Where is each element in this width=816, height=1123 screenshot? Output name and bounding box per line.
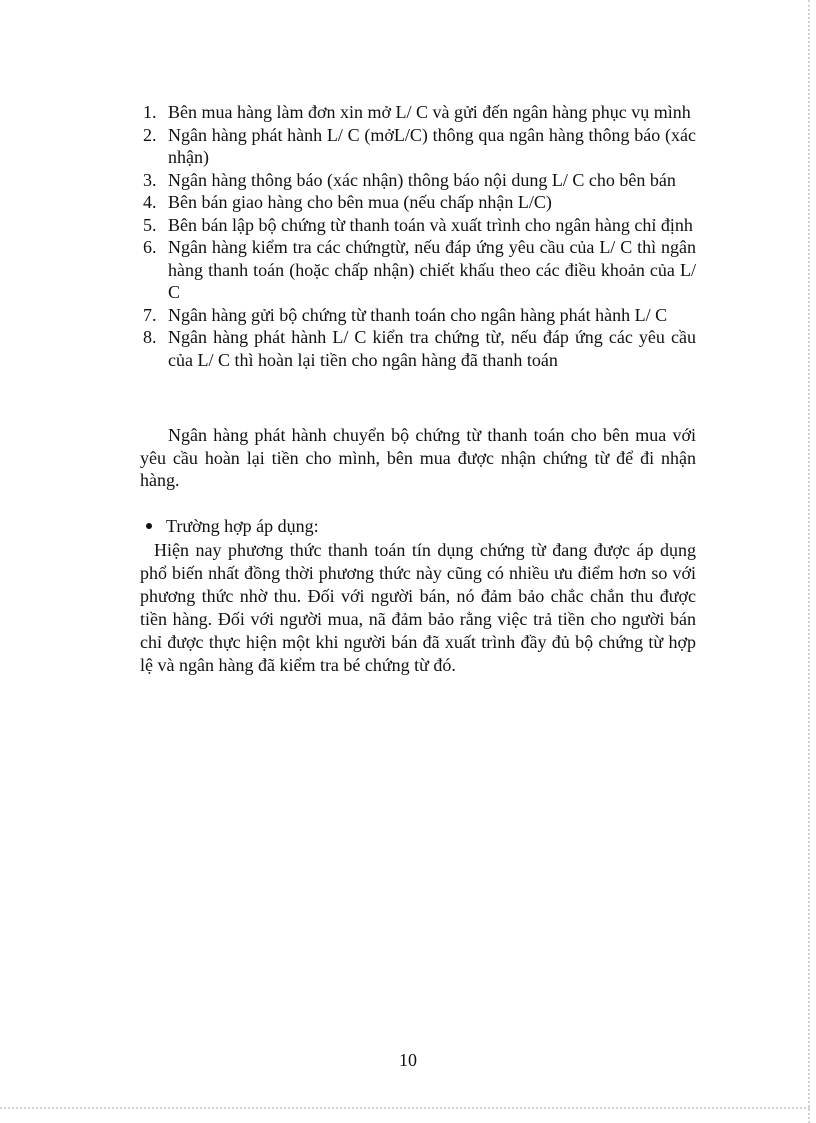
list-item — [140, 191, 696, 214]
page-number: 10 — [399, 1050, 417, 1070]
step-number: 5. — [143, 214, 157, 235]
step-text: Ngân hàng phát hành L/ C (mởL/C) thông qua ngân hàng thông báo (xác nhận) — [168, 124, 696, 167]
list-item — [140, 124, 696, 169]
list-item — [140, 236, 696, 304]
step-text: Bên bán lập bộ chứng từ thanh toán và xuất trình cho ngân hàng chỉ định — [168, 214, 693, 235]
step-number: 2. — [143, 124, 157, 145]
step-number: 1. — [143, 102, 157, 122]
step-number: 4. — [143, 192, 157, 212]
page-border-right — [808, 0, 810, 1123]
page-border-bottom — [0, 1107, 810, 1109]
step-text: Ngân hàng kiểm tra các chứngtừ, nếu đáp ứng yêu cầu của L/ C thì ngân hàng thanh toán (hoặc chấp nhận) chiết khấu theo các điều khoản của L/ C — [168, 237, 696, 302]
list-item — [140, 326, 696, 371]
step-text: Ngân hàng phát hành L/ C kiển tra chứng từ, nếu đáp ứng các yêu cầu của L/ C thì hoàn lại tiền cho ngân hàng đã thanh toán — [168, 327, 696, 370]
summary-paragraph: Ngân hàng phát hành chuyển bộ chứng từ thanh toán cho bên mua với yêu cầu hoàn lại tiền cho mình, bên mua được nhận chứng từ để đi nhận hàng. — [140, 425, 696, 490]
step-text: Bên bán giao hàng cho bên mua (nếu chấp nhận L/C) — [168, 192, 552, 212]
list-item — [140, 304, 696, 327]
step-number: 3. — [143, 169, 157, 190]
bullet-heading-text: Trường hợp áp dụng: — [166, 516, 319, 536]
step-text: Ngân hàng gửi bộ chứng từ thanh toán cho ngân hàng phát hành L/ C — [168, 304, 668, 325]
list-item — [140, 214, 696, 237]
step-text: Bên mua hàng làm đơn xin mở L/ C và gửi đến ngân hàng phục vụ mình — [168, 102, 691, 122]
step-text: Ngân hàng thông báo (xác nhận) thông báo nội dung L/ C cho bên bán — [168, 169, 676, 190]
process-steps-list — [140, 101, 696, 371]
list-item — [140, 101, 696, 124]
bullet-heading — [146, 515, 319, 538]
application-paragraph: Hiện nay phương thức thanh toán tín dụng chứng từ đang được áp dụng phổ biến nhất đồng thời phương thức này cũng có nhiều ưu điểm hơn so với phương thức nhờ thu. Đối với người bán, nó đảm bảo chắc chắn thu được tiền hàng. Đối với người mua, nã đảm bảo rằng việc trả tiền cho người bán chỉ được thực hiện một khi người bán đã xuất trình đầy đủ bộ chứng từ hợp lệ và ngân hàng đã kiểm tra bé chứng từ đó. — [140, 540, 696, 675]
step-number: 6. — [143, 237, 157, 257]
list-item — [140, 169, 696, 192]
step-number: 7. — [143, 304, 157, 325]
bullet-icon — [146, 523, 152, 529]
step-number: 8. — [143, 327, 157, 347]
